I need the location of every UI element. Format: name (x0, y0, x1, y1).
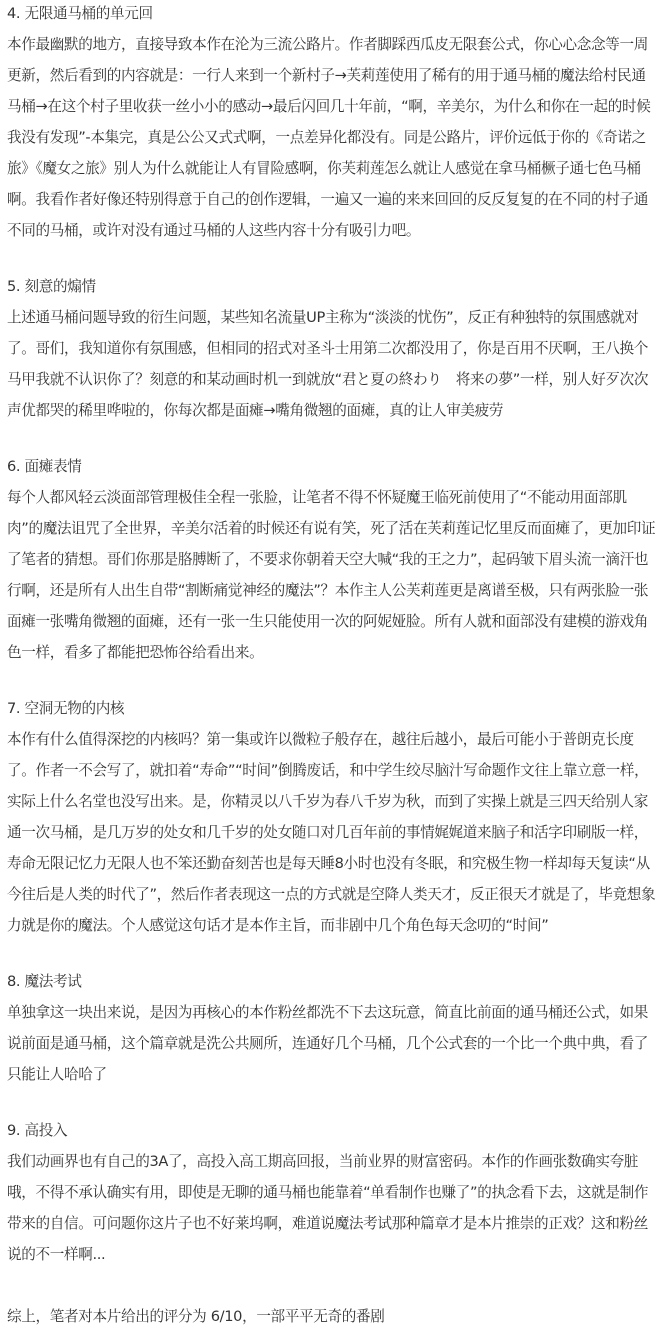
section-9 (7, 1115, 659, 1270)
section-7 (7, 693, 659, 941)
section-title: 9. 高投入 (7, 1122, 68, 1139)
section-title: 6. 面瘫表情 (7, 458, 82, 475)
section-body: 每个人都风轻云淡面部管理极佳全程一张脸，让笔者不得不怀疑魔王临死前使用了“不能动用面部肌肉”的魔法诅咒了全世界，辛美尔活着的时候还有说有笑，死了活在芙莉莲记忆里反而面瘫了，更加印证了笔者的猜想。哥们你那是胳膊断了，不要求你朝着天空大喊“我的王之力”，起码皱下眉头流一滴汗也行啊，还是所有人出生自带“割断痛觉神经的魔法”？本作主人公芙莉莲更是离谱至极，只有两张脸一张面瘫一张嘴角微翘的面瘫，还有一张一生只能使用一次的阿妮娅脸。所有人就和面部没有建模的游戏角色一样，看多了都能把恐怖谷给看出来。 (7, 489, 656, 661)
section-title: 5. 刻意的煽情 (7, 278, 96, 295)
section-5 (7, 271, 659, 426)
section-8 (7, 966, 659, 1090)
section-title: 7. 空洞无物的内核 (7, 700, 125, 717)
section-body: 我们动画界也有自己的3A了，高投入高工期高回报，当前业界的财富密码。本作的作画张数确实夸脏哦，不得不承认确实有用，即使是无聊的通马桶也能靠着“单看制作也赚了”的执念看下去，这就是制作带来的自信。可问题你这片子也不好莱坞啊，难道说魔法考试那种篇章才是本片推崇的正戏？这和粉丝说的不一样啊... (7, 1153, 649, 1263)
spacer (7, 1270, 659, 1301)
section-body: 本作最幽默的地方，直接导致本作在沦为三流公路片。作者脚踩西瓜皮无限套公式，你心心念念等一周更新，然后看到的内容就是：一行人来到一个新村子→芙莉莲使用了稀有的用于通马桶的魔法给村民通马桶→在这个村子里收获一丝小小的感动→最后闪回几十年前，“啊，辛美尔，为什么和你在一起的时候我没有发现”-本集完，真是公公又式式啊，一点差异化都没有。同是公路片，评价远低于你的《奇诺之旅》《魔女之旅》别人为什么就能让人有冒险感啊，你芙莉莲怎么就让人感觉在拿马桶橛子通七色马桶啊。我看作者好像还特别得意于自己的创作逻辑，一遍又一遍的来来回回的反反复复的在不同的村子通不同的马桶，或许对没有通过马桶的人这些内容十分有吸引力吧。 (7, 36, 651, 239)
section-title: 8. 魔法考试 (7, 973, 82, 990)
section-body: 单独拿这一块出来说，是因为再核心的本作粉丝都洗不下去这玩意，简直比前面的通马桶还公式，如果说前面是通马桶，这个篇章就是洗公共厕所，连通好几个马桶，几个公式套的一个比一个典中典，看了只能让人哈哈了 (7, 1004, 648, 1083)
section-body: 上述通马桶问题导致的衍生问题，某些知名流量UP主称为“淡淡的忧伤”，反正有种独特的氛围感就对了。哥们，我知道你有氛围感，但相同的招式对圣斗士用第二次都没用了，你是百用不厌啊，王八换个马甲我就不认识你了？刻意的和某动画时机一到就放“君と夏の終わり 将来の夢”一样，别人好歹次次声优都哭的稀里哗啦的，你每次都是面瘫→嘴角微翘的面瘫，真的让人审美疲劳 (7, 309, 649, 419)
conclusion-text: 综上，笔者对本片给出的评分为 6/10，一部平平无奇的番剧 (7, 1308, 385, 1325)
section-4 (7, 0, 659, 246)
section-6 (7, 451, 659, 668)
section-body: 本作有什么值得深挖的内核吗？第一集或许以微粒子般存在，越往后越小，最后可能小于普朗克长度了。作者一不会写了，就扣着“寿命”“时间”倒腾废话，和中学生绞尽脑汁写命题作文往上靠立意一样，实际上什么名堂也没写出来。是，你精灵以八千岁为春八千岁为秋，而到了实操上就是三四天给别人家通一次马桶，是几万岁的处女和几千岁的处女随口对几百年前的事情娓娓道来脑子和活字印刷版一样，寿命无限记忆力无限人也不笨还勤奋刻苦也是每天睡8小时也没有冬眠，和究极生物一样却每天复读“从今往后是人类的时代了”，然后作者表现这一点的方式就是空降人类天才，反正很天才就是了，毕竟想象力就是你的魔法。个人感觉这句话才是本作主旨，而非剧中几个角色每天念叨的“时间” (7, 731, 656, 934)
section-title: 4. 无限通马桶的单元回 (7, 5, 153, 22)
